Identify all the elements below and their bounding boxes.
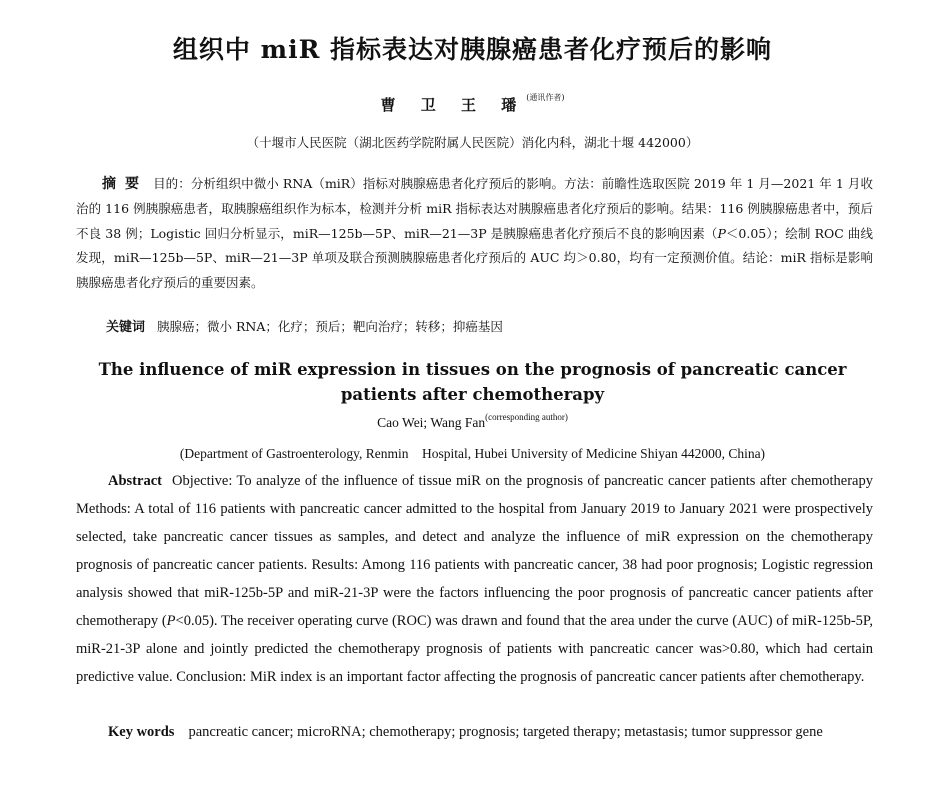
english-keywords-text: pancreatic cancer; microRNA; chemotherapy; prognosis; targeted therapy; metastasis; tumor suppressor gene [188,724,823,740]
chinese-abstract-text-2: ＜0.05）；绘制 ROC 曲线发现，miR—125b—5P、miR—21—3P 单项及联合预测胰腺癌患者化疗预后的 AUC 均＞0.80，均有一定预测价值。结论：miR 指标是影响胰腺癌患者化疗预后的重要因素。 [76,225,873,291]
chinese-keywords-label: 关键词 [106,320,146,335]
english-abstract-label: Abstract [108,473,162,489]
english-keywords-label: Key words [108,724,175,740]
chinese-title: 组织中 miR 指标表达对胰腺癌患者化疗预后的影响 [172,35,773,64]
chinese-abstract-label: 摘 要 [102,176,142,192]
english-abstract-p-symbol: P [166,613,176,629]
english-affiliation: (Department of Gastroenterology, Renmin Hospital, Hubei University of Medicine Shiyan 442000, China) [179,446,766,461]
chinese-authors [0,92,945,115]
chinese-abstract-text-1: 目的：分析组织中微小 RNA（miR）指标对胰腺癌患者化疗预后的影响。方法：前瞻性选取医院 2019 年 1 月—2021 年 1 月收治的 116 例胰腺癌患者，取胰腺癌组织作为标本，检测并分析 miR 指标表达对胰腺癌患者化疗预后的影响。结果：116 例胰腺癌患者中，预后不良 38 例；Logistic 回归分析显示，miR—125b—5P、miR—21—3P 是胰腺癌患者化疗预后不良的影响因素（ [76,176,873,241]
english-title: The influence of miR expression in tissues on the prognosis of pancreatic cancer patients after chemotherapy [98,360,847,404]
chinese-author-names: 曹 卫 王 璠 [380,96,527,114]
english-keywords [76,717,873,747]
chinese-abstract-p-symbol: P [717,225,726,241]
chinese-corresponding-note: (通讯作者) [526,93,565,102]
english-abstract-text-2: <0.05). The receiver operating curve (ROC) was drawn and found that the area under the curve (AUC) of miR-125b-5P, miR-21-3P alone and jointly predicted the chemotherapy prognosis of patients with pancreatic cancer was>0.80, which had certain predictive value. Conclusion: MiR index is an important factor affecting the prognosis of pancreatic cancer patients after chemotherapy. [76,613,873,685]
english-abstract [76,467,873,691]
chinese-keywords-text: 胰腺癌；微小 RNA；化疗；预后；靶向治疗；转移；抑癌基因 [157,319,503,334]
english-authors [0,412,945,431]
chinese-affiliation: （十堰市人民医院（湖北医药学院附属人民医院）消化内科，湖北十堰 442000） [246,135,699,150]
english-author-names: Cao Wei; Wang Fan [377,415,486,430]
chinese-keywords [76,315,873,340]
english-corresponding-note: (corresponding author) [485,412,568,422]
english-abstract-text-1: Objective: To analyze of the influence of tissue miR on the prognosis of pancreatic cancer patients after chemotherapy Methods: A total of 116 patients with pancreatic cancer admitted to the hospital from January 2019 to January 2021 were prospectively selected, take pancreatic cancer tissues as samples, and detect and analyze the influence of miR expression on the chemotherapy prognosis of pancreatic cancer patients. Results: Among 116 patients with pancreatic cancer, 38 had poor prognosis; Logistic regression analysis showed that miR-125b-5P and miR-21-3P were the factors influencing the poor prognosis of pancreatic cancer patients after chemotherapy ( [76,473,873,629]
chinese-abstract [76,172,873,296]
